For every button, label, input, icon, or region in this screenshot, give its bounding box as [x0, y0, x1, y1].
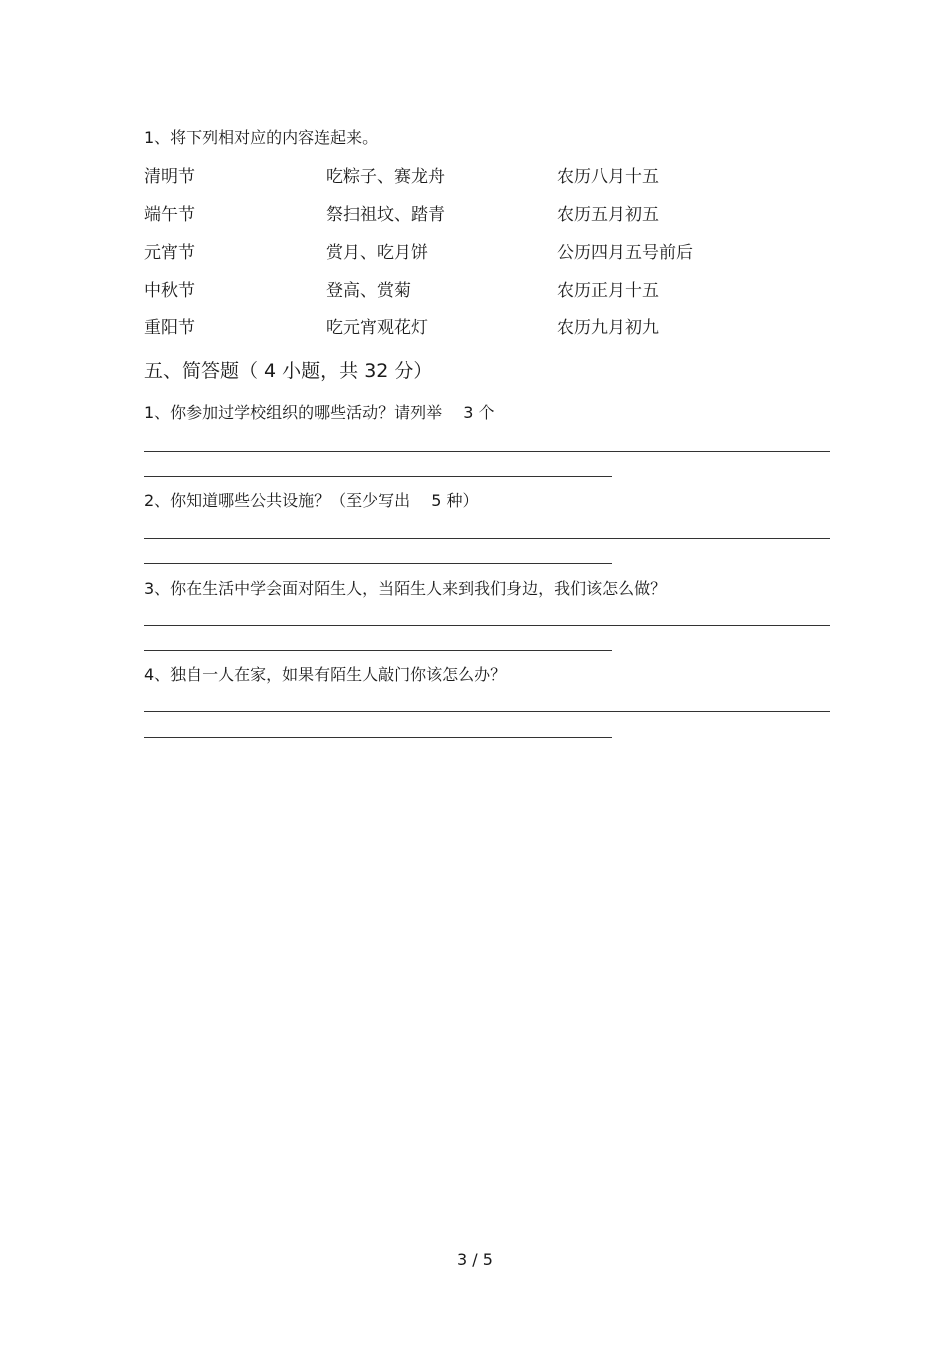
festival-custom: 吃粽子、赛龙舟 — [326, 167, 445, 187]
section-five-title: 五、简答题（ 4 小题，共 32 分） — [144, 360, 433, 382]
answer-line[interactable] — [144, 538, 830, 539]
festival-date: 公历四月五号前后 — [557, 243, 693, 263]
festival-custom: 祭扫祖坟、踏青 — [326, 205, 445, 225]
short-question: 2、你知道哪些公共设施？（至少写出 5 种） — [144, 491, 479, 510]
festival-custom: 吃元宵观花灯 — [326, 318, 428, 338]
page-number: 3 / 5 — [457, 1250, 493, 1269]
short-question: 1、你参加过学校组织的哪些活动？请列举 3 个 — [144, 403, 495, 422]
answer-line[interactable] — [144, 625, 830, 626]
answer-line[interactable] — [144, 476, 612, 477]
festival-custom: 登高、赏菊 — [326, 281, 411, 301]
answer-line[interactable] — [144, 711, 830, 712]
answer-line[interactable] — [144, 737, 612, 738]
match-question-title: 1、将下列相对应的内容连起来。 — [144, 128, 379, 147]
festival-date: 农历正月十五 — [557, 281, 659, 301]
short-question: 3、你在生活中学会面对陌生人，当陌生人来到我们身边，我们该怎么做？ — [144, 579, 667, 598]
festival-name: 清明节 — [144, 167, 195, 187]
festival-name: 中秋节 — [144, 281, 195, 301]
festival-name: 端午节 — [144, 205, 195, 225]
festival-date: 农历八月十五 — [557, 167, 659, 187]
festival-name: 重阳节 — [144, 318, 195, 338]
festival-date: 农历九月初九 — [557, 318, 659, 338]
short-question: 4、独自一人在家，如果有陌生人敲门你该怎么办？ — [144, 665, 507, 684]
answer-line[interactable] — [144, 650, 612, 651]
festival-custom: 赏月、吃月饼 — [326, 243, 428, 263]
festival-date: 农历五月初五 — [557, 205, 659, 225]
festival-name: 元宵节 — [144, 243, 195, 263]
answer-line[interactable] — [144, 451, 830, 452]
answer-line[interactable] — [144, 563, 612, 564]
